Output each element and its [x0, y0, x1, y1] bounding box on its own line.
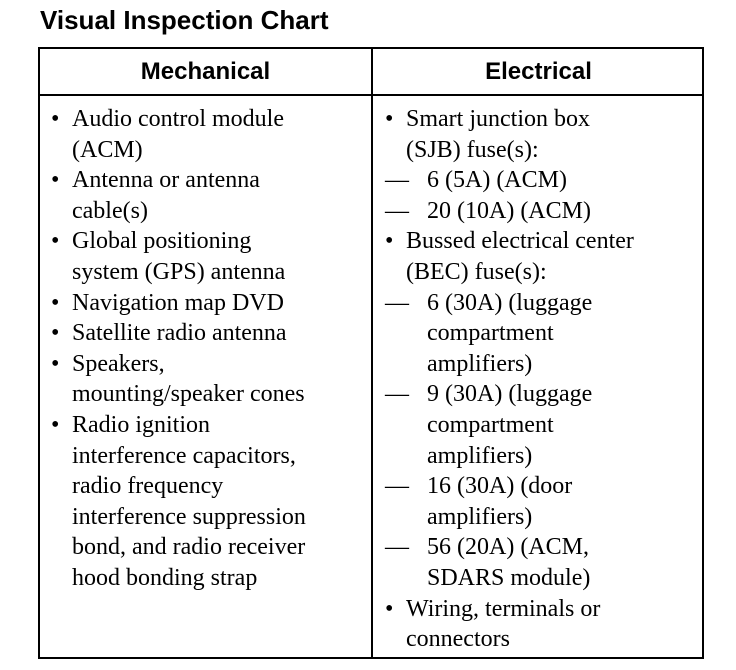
item-text-line: Wiring, terminals or: [406, 595, 601, 622]
item-text-line: bond, and radio receiver: [72, 534, 306, 561]
item-text-line: amplifiers): [427, 503, 533, 530]
sub-list-item: [385, 532, 700, 593]
dash-icon: —: [385, 381, 409, 408]
column-header-electrical: Electrical: [485, 58, 592, 85]
item-text-line: 9 (30A) (luggage: [427, 381, 593, 408]
item-text-line: Audio control module: [72, 106, 284, 132]
item-text-line: compartment: [427, 411, 554, 438]
list-item: [385, 104, 700, 165]
item-text-line: 20 (10A) (ACM): [427, 197, 591, 224]
electrical-column: [385, 104, 700, 655]
list-item: [51, 349, 369, 410]
bullet-icon: •: [51, 320, 60, 347]
column-header-mechanical: Mechanical: [140, 58, 271, 85]
item-text-line: Global positioning: [72, 228, 252, 255]
bullet-icon: •: [51, 289, 60, 316]
list-item: [385, 594, 700, 655]
item-text-line: interference suppression: [72, 503, 306, 530]
bullet-icon: •: [51, 167, 60, 194]
item-text-line: interference capacitors,: [72, 442, 296, 469]
item-text-line: Speakers,: [72, 350, 165, 377]
bullet-icon: •: [385, 595, 394, 622]
page-title: Visual Inspection Chart: [40, 5, 329, 35]
sub-list-item: [385, 471, 700, 532]
sub-list-item: [385, 379, 700, 471]
item-text-line: radio frequency: [72, 473, 224, 500]
item-text-line: Radio ignition: [72, 411, 210, 438]
item-text-line: amplifiers): [427, 350, 533, 377]
bullet-icon: •: [51, 350, 60, 377]
list-item: [51, 104, 369, 165]
column-divider: [371, 49, 373, 657]
item-text-line: Bussed electrical center: [406, 228, 634, 255]
item-text-line: (BEC) fuse(s):: [406, 258, 547, 285]
mechanical-column: [51, 104, 369, 594]
item-text-line: connectors: [406, 626, 510, 653]
item-text-line: 6 (5A) (ACM): [427, 167, 567, 194]
sub-list-item: [385, 288, 700, 380]
item-text-line: 56 (20A) (ACM,: [427, 534, 589, 561]
item-text-line: compartment: [427, 320, 554, 347]
item-text-line: amplifiers): [427, 442, 533, 469]
item-text-line: 16 (30A) (door: [427, 473, 573, 500]
item-text-line: hood bonding strap: [72, 564, 258, 591]
list-item: [51, 318, 369, 349]
dash-icon: —: [385, 197, 409, 224]
dash-icon: —: [385, 167, 409, 194]
sub-list-item: [385, 196, 700, 227]
item-text-line: Satellite radio antenna: [72, 320, 287, 347]
item-text-line: Smart junction box: [406, 106, 590, 132]
list-item: [51, 226, 369, 287]
item-text-line: cable(s): [72, 197, 148, 224]
dash-icon: —: [385, 289, 409, 316]
bullet-icon: •: [51, 106, 60, 132]
item-text-line: mounting/speaker cones: [72, 381, 305, 408]
list-item: [51, 165, 369, 226]
item-text-line: SDARS module): [427, 564, 591, 591]
sub-list-item: [385, 165, 700, 196]
bullet-icon: •: [385, 106, 394, 132]
dash-icon: —: [385, 534, 409, 561]
bullet-icon: •: [51, 411, 60, 438]
item-text-line: (SJB) fuse(s):: [406, 136, 539, 163]
bullet-icon: •: [51, 228, 60, 255]
item-text-line: Antenna or antenna: [72, 167, 260, 194]
item-text-line: 6 (30A) (luggage: [427, 289, 593, 316]
bullet-icon: •: [385, 228, 394, 255]
item-text-line: system (GPS) antenna: [72, 258, 286, 285]
item-text-line: Navigation map DVD: [72, 289, 284, 316]
dash-icon: —: [385, 473, 409, 500]
list-item: [51, 410, 369, 594]
list-item: [51, 288, 369, 319]
inspection-table: [38, 47, 704, 659]
list-item: [385, 226, 700, 287]
item-text-line: (ACM): [72, 136, 143, 163]
